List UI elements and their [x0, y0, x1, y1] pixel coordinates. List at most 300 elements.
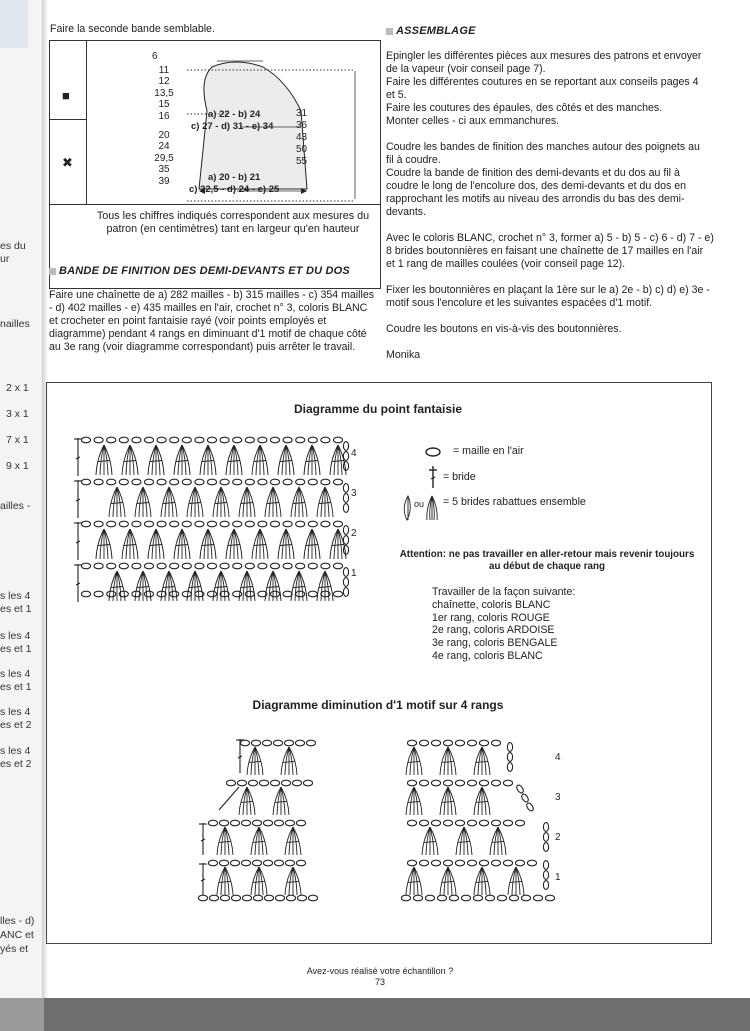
chain-stitch — [443, 780, 452, 786]
chain-stitch — [308, 895, 317, 901]
bande-line: diagramme) pendant 4 rangs en diminuant d'1 motif de chaque côté — [49, 328, 367, 340]
heading-bullet-square — [386, 28, 393, 35]
assemblage-line — [386, 128, 711, 141]
bride-stitch — [74, 438, 82, 476]
turning-chain — [343, 452, 348, 461]
chain-stitch — [491, 780, 500, 786]
chain-stitch — [144, 563, 153, 569]
assemblage-line: Coudre la bande de finition des demi-devants et du dos au fil à — [386, 167, 680, 179]
bride-stitch — [74, 564, 82, 602]
legend-ou-text: ou — [414, 499, 425, 509]
chain-stitch — [263, 820, 272, 826]
chain-stitch — [157, 563, 166, 569]
chain-stitch — [283, 521, 292, 527]
assemblage-line: Coudre les boutons en vis-à-vis des boutonnières. — [386, 323, 622, 335]
cluster-stitch — [200, 529, 216, 559]
margin-text-fragment: es et 2 — [0, 758, 32, 770]
legend-chain-text: = maille en l'air — [453, 445, 524, 457]
chain-stitch — [132, 437, 141, 443]
chain-stitch — [283, 437, 292, 443]
chain-stitch — [233, 479, 242, 485]
pattern-size-table — [49, 40, 381, 289]
cluster-stitch — [291, 487, 307, 517]
diminution-diagram-right — [400, 735, 560, 905]
chain-stitch — [449, 895, 458, 901]
chain-stitch — [170, 521, 179, 527]
cluster-stitch — [317, 487, 333, 517]
chain-stitch — [503, 820, 512, 826]
chain-stitch — [521, 895, 530, 901]
assemblage-line: Avec le coloris BLANC, crochet n° 3, former a) 5 - b) 5 - c) 6 - d) 7 - e) — [386, 232, 714, 244]
chain-stitch — [308, 521, 317, 527]
chain-stitch — [226, 780, 235, 786]
bande-body — [49, 289, 374, 354]
table-caption: Tous les chiffres indiqués correspondent aux mesures du patron (en centimètres) tant en largeur qu'en hauteur — [96, 210, 370, 235]
chain-stitch — [245, 521, 254, 527]
chain-stitch — [157, 437, 166, 443]
chain-stitch — [455, 740, 464, 746]
chain-stitch — [270, 479, 279, 485]
turning-chain — [343, 546, 348, 555]
assemblage-heading-text: ASSEMBLAGE — [396, 25, 476, 37]
chain-stitch — [144, 437, 153, 443]
chain-stitch — [467, 780, 476, 786]
turning-chain — [343, 578, 348, 587]
chain-stitch — [182, 591, 191, 597]
chain-stitch — [233, 591, 242, 597]
chain-stitch — [479, 860, 488, 866]
cluster-stitch — [440, 747, 456, 775]
left-measure-value: 39 — [158, 175, 170, 187]
chain-stitch — [252, 860, 261, 866]
chain-stitch — [157, 521, 166, 527]
turning-chain — [343, 484, 348, 493]
turning-chain — [507, 743, 512, 752]
left-measure-value: 15 — [158, 99, 170, 111]
chain-stitch — [81, 479, 90, 485]
chain-stitch — [144, 521, 153, 527]
turning-chain — [525, 802, 534, 812]
bride-stitch — [236, 739, 244, 773]
cluster-stitch — [285, 867, 301, 895]
cluster-stitch — [148, 529, 164, 559]
left-measure-value: 16 — [158, 110, 170, 122]
chain-stitch — [321, 521, 330, 527]
chain-stitch — [220, 521, 229, 527]
cluster-stitch — [226, 445, 242, 475]
assemblage-line: fil à coudre. — [386, 154, 441, 166]
chain-stitch — [81, 563, 90, 569]
attention-line: Attention: ne pas travailler en aller-retour mais revenir toujours — [399, 549, 695, 560]
chain-stitch — [545, 895, 554, 901]
chain-stitch — [296, 591, 305, 597]
chain-stitch — [308, 591, 317, 597]
chain-stitch — [283, 563, 292, 569]
chain-stitch — [209, 895, 218, 901]
chain-stitch — [219, 860, 228, 866]
fantaisie-row-numbers — [351, 448, 363, 608]
chain-stitch — [233, 563, 242, 569]
cluster-stitch — [122, 445, 138, 475]
cluster-stitch — [239, 787, 255, 815]
chain-stitch — [207, 521, 216, 527]
cluster-stitch — [474, 787, 490, 815]
chain-stitch — [407, 780, 416, 786]
chain-stitch — [473, 895, 482, 901]
chain-stitch — [144, 479, 153, 485]
chain-stitch — [219, 820, 228, 826]
slip-stitch-line — [219, 787, 239, 810]
margin-text-fragment: 9 x 1 — [6, 460, 29, 472]
chain-stitch — [170, 591, 179, 597]
left-measure-value: 20 — [158, 130, 170, 142]
chain-stitch — [533, 895, 542, 901]
left-measure-column — [148, 65, 180, 187]
chain-stitch — [443, 820, 452, 826]
label-lower-2: c) 22,5 - d) 24 - e) 25 — [189, 184, 280, 195]
right-measure-value: 55 — [296, 156, 308, 167]
intro-line: Faire la seconde bande semblable. — [50, 23, 215, 35]
chain-stitch — [240, 740, 249, 746]
chain-stitch — [195, 479, 204, 485]
chain-stitch — [207, 563, 216, 569]
chain-stitch — [170, 563, 179, 569]
cluster-stitch — [217, 867, 233, 895]
attention-note — [392, 549, 702, 573]
chain-stitch — [157, 479, 166, 485]
chain-stitch — [503, 860, 512, 866]
chain-stitch — [515, 820, 524, 826]
turning-chain — [543, 871, 548, 880]
square-symbol: ■ — [62, 88, 70, 103]
chain-stitch — [297, 895, 306, 901]
chain-stitch — [220, 563, 229, 569]
diminution-title: Diagramme diminution d'1 motif sur 4 rangs — [252, 698, 504, 712]
legend-bride-text: = bride — [443, 471, 476, 483]
chain-stitch — [258, 479, 267, 485]
cluster-stitch — [187, 487, 203, 517]
bande-heading-text: BANDE DE FINITION DES DEMI-DEVANTS ET DU DOS — [59, 265, 350, 277]
label-upper-1: a) 22 - b) 24 — [208, 109, 261, 120]
cluster-stitch — [285, 827, 301, 855]
chain-stitch — [479, 740, 488, 746]
margin-text-fragment: es et 1 — [0, 681, 32, 693]
chain-stitch — [270, 521, 279, 527]
chain-stitch — [270, 591, 279, 597]
cluster-stitch — [239, 487, 255, 517]
chain-stitch — [198, 895, 207, 901]
label-upper-2: c) 27 - d) 31 - e) 34 — [191, 121, 274, 132]
chain-stitch — [207, 479, 216, 485]
cluster-stitch — [174, 529, 190, 559]
chain-stitch — [258, 521, 267, 527]
bride-stitch — [74, 522, 82, 560]
margin-text-fragment: yés et — [0, 943, 29, 955]
chain-stitch — [419, 820, 428, 826]
bottom-scan-band-left — [0, 998, 44, 1031]
left-measure-value: 35 — [158, 164, 170, 176]
fantaisie-stitch-diagram — [74, 432, 374, 602]
assemblage-line: de la vapeur (voir conseil page 7). — [386, 63, 546, 75]
chain-stitch — [485, 895, 494, 901]
chain-stitch — [425, 895, 434, 901]
chain-stitch — [94, 437, 103, 443]
assemblage-line: coudre le long de l'encolure dos, des demi-devants et du dos en — [386, 180, 687, 192]
chain-stitch — [274, 820, 283, 826]
chain-stitch — [182, 521, 191, 527]
cluster-stitch — [251, 827, 267, 855]
chain-stitch — [245, 437, 254, 443]
chain-stitch — [107, 563, 116, 569]
assemblage-line — [386, 219, 711, 232]
chain-stitch — [208, 860, 217, 866]
cluster-stitch — [440, 867, 456, 895]
chain-stitch — [262, 740, 271, 746]
cluster-stitch — [273, 787, 289, 815]
chain-stitch — [208, 820, 217, 826]
legend-cluster-text: = 5 brides rabattues ensemble — [443, 496, 586, 508]
chain-stitch — [182, 563, 191, 569]
chain-stitch — [333, 479, 342, 485]
cluster-stitch — [291, 571, 307, 601]
turning-chain — [343, 526, 348, 535]
chain-stitch — [220, 479, 229, 485]
cluster-stitch — [304, 445, 320, 475]
cluster-stitch — [278, 445, 294, 475]
chain-stitch — [455, 820, 464, 826]
instruction-line: chaînette, coloris BLANC — [432, 598, 551, 611]
chain-stitch — [308, 563, 317, 569]
chain-stitch — [220, 895, 229, 901]
margin-text-fragment: ailles - — [0, 500, 31, 512]
cluster-stitch — [278, 529, 294, 559]
assemblage-line: Faire les coutures des épaules, des côtés et des manches. — [386, 102, 663, 114]
turning-chain — [543, 881, 548, 890]
margin-text-fragment: 2 x 1 — [6, 382, 29, 394]
chain-stitch — [296, 437, 305, 443]
chain-stitch — [251, 740, 260, 746]
cluster-stitch — [406, 867, 422, 895]
bande-heading — [49, 265, 350, 277]
instruction-line: 4e rang, coloris BLANC — [432, 649, 543, 662]
chain-stitch — [296, 820, 305, 826]
bande-line: Faire une chaînette de a) 282 mailles - b) 315 mailles - c) 354 mailles — [49, 289, 375, 301]
bande-line: et crocheter en point fantaisie rayé (voir points employés et — [49, 315, 327, 327]
chain-stitch — [274, 860, 283, 866]
assemblage-line: devants. — [386, 206, 427, 218]
cluster-stitch — [135, 487, 151, 517]
chain-stitch — [455, 860, 464, 866]
cluster-stitch — [109, 487, 125, 517]
chain-stitch — [207, 437, 216, 443]
cluster-stitch — [96, 529, 112, 559]
chain-stitch — [241, 860, 250, 866]
left-measure-value: 11 — [158, 65, 170, 76]
chain-stitch — [220, 437, 229, 443]
chain-stitch — [515, 860, 524, 866]
margin-text-fragment: s les 4 — [0, 590, 31, 602]
chain-stitch — [119, 521, 128, 527]
chain-stitch — [285, 860, 294, 866]
chain-stitch — [283, 479, 292, 485]
bride-stitch — [199, 863, 207, 895]
diminution-row-number: 2 — [555, 832, 561, 843]
table-row-divider — [50, 119, 86, 120]
cluster-stitch — [474, 867, 490, 895]
page-number: 73 — [374, 977, 385, 987]
turning-chain — [543, 823, 548, 832]
chain-stitch — [107, 479, 116, 485]
chain-stitch — [170, 437, 179, 443]
chain-stitch — [107, 521, 116, 527]
cluster-stitch — [406, 747, 422, 775]
footer-question: Avez-vous réalisé votre échantillon ? — [306, 966, 454, 976]
assemblage-line: Fixer les boutonnières en plaçant la 1ère sur le a) 2e - b) c) d) e) 3e - — [386, 284, 710, 296]
margin-text-fragment: es et 1 — [0, 603, 32, 615]
chain-stitch — [132, 479, 141, 485]
chain-stitch — [252, 820, 261, 826]
chain-stitch — [479, 820, 488, 826]
assemblage-line: et 1 rang de mailles coulées (voir conseil page 12). — [386, 258, 626, 270]
chain-stitch — [230, 860, 239, 866]
diminution-row-number: 3 — [555, 792, 561, 803]
cluster-stitch — [422, 827, 438, 855]
chain-stitch — [242, 895, 251, 901]
cluster-stitch — [508, 867, 524, 895]
fantaisie-row-number: 4 — [351, 448, 357, 459]
chain-stitch — [195, 437, 204, 443]
left-measure-value: 12 — [158, 76, 170, 88]
assemblage-line — [386, 336, 711, 349]
chain-stitch — [94, 521, 103, 527]
chain-stitch — [509, 895, 518, 901]
cluster-stitch — [440, 787, 456, 815]
cluster-stitch — [490, 827, 506, 855]
bottom-scan-band — [0, 998, 750, 1031]
turning-chain — [343, 442, 348, 451]
chain-stitch — [270, 563, 279, 569]
instruction-line: 2e rang, coloris ARDOISE — [432, 624, 555, 637]
chain-stitch — [296, 521, 305, 527]
chain-stitch — [281, 780, 290, 786]
assemblage-line: Coudre les bandes de finition des manches autour des poignets au — [386, 141, 700, 153]
margin-text-fragment: es et 2 — [0, 719, 32, 731]
heading-bullet-square — [49, 268, 56, 275]
chain-stitch — [241, 820, 250, 826]
chain-stitch — [321, 479, 330, 485]
chain-stitch — [333, 591, 342, 597]
right-measure-value: 31 — [296, 108, 308, 119]
chain-stitch — [94, 591, 103, 597]
chain-stitch — [401, 895, 410, 901]
chain-stitch — [81, 521, 90, 527]
chain-stitch — [273, 740, 282, 746]
chain-stitch — [419, 860, 428, 866]
chain-stitch — [431, 820, 440, 826]
fantaisie-row-number: 1 — [351, 568, 357, 579]
cluster-stitch — [317, 571, 333, 601]
cluster-stitch — [122, 529, 138, 559]
assemblage-line: Monika — [386, 349, 421, 361]
assemblage-line: 8 brides boutonnières en faisant une chaînette de 17 mailles en l'air — [386, 245, 704, 257]
chain-stitch — [259, 780, 268, 786]
margin-text-fragment: es et 1 — [0, 643, 32, 655]
chain-stitch — [258, 437, 267, 443]
right-measure-value: 36 — [296, 120, 308, 131]
left-page-text-fragments — [0, 0, 42, 1000]
cluster-stitch — [406, 787, 422, 815]
attention-line: au début de chaque rang — [489, 561, 605, 572]
cluster-stitch — [251, 867, 267, 895]
cluster-stitch — [247, 747, 263, 775]
bande-line: au 3e rang (voir diagramme correspondant) puis arrêter le travail. — [49, 341, 356, 353]
chain-stitch — [306, 740, 315, 746]
bride-stitch — [199, 823, 207, 855]
cluster-stitch — [96, 445, 112, 475]
assemblage-line: et 5. — [386, 89, 407, 101]
left-measure-value: 29,5 — [154, 152, 174, 164]
cluster-stitch — [252, 529, 268, 559]
chain-stitch — [431, 780, 440, 786]
chain-stitch — [81, 591, 90, 597]
chain-stitch — [467, 820, 476, 826]
cluster-stitch — [148, 445, 164, 475]
chain-stitch — [407, 820, 416, 826]
chain-stitch — [431, 860, 440, 866]
chain-stitch — [333, 563, 342, 569]
chain-stitch — [107, 437, 116, 443]
right-measure-value: 43 — [296, 132, 308, 143]
chain-stitch — [292, 780, 301, 786]
label-lower-1: a) 20 - b) 21 — [208, 172, 261, 183]
legend-symbols — [398, 440, 448, 525]
chain-stitch — [207, 591, 216, 597]
chain-stitch — [231, 895, 240, 901]
instruction-line: 3e rang, coloris BENGALE — [432, 637, 558, 650]
margin-text-fragment: 7 x 1 — [6, 434, 29, 446]
margin-text-fragment: s les 4 — [0, 668, 31, 680]
chain-stitch — [195, 521, 204, 527]
cluster-stitch — [474, 747, 490, 775]
assemblage-body — [386, 50, 714, 362]
turning-chain — [343, 536, 348, 545]
margin-text-fragment: nailles — [0, 318, 30, 330]
fantaisie-row-number: 3 — [351, 488, 357, 499]
chain-stitch — [94, 563, 103, 569]
chain-stitch — [455, 780, 464, 786]
chain-stitch — [321, 437, 330, 443]
assemblage-line — [386, 271, 711, 284]
turning-chain — [343, 588, 348, 597]
chain-stitch — [283, 591, 292, 597]
table-top-width: 6 — [152, 51, 158, 62]
chain-stitch — [275, 895, 284, 901]
chain-stitch — [419, 780, 428, 786]
turning-chain — [543, 843, 548, 852]
chain-stitch — [295, 740, 304, 746]
margin-text-fragment: s les 4 — [0, 706, 31, 718]
turning-chain — [343, 494, 348, 503]
assemblage-line: Monter celles - ci aux emmanchures. — [386, 115, 560, 127]
assemblage-line: Faire les différentes coutures en se reportant aux conseils pages 4 — [386, 76, 699, 88]
margin-text-fragment: ANC et — [0, 929, 34, 941]
diminution-row-numbers — [555, 752, 567, 912]
chain-stitch — [182, 479, 191, 485]
cluster-stitch — [174, 445, 190, 475]
assemblage-line: motif sous l'encolure et les suivantes espacées d'1 motif. — [386, 297, 653, 309]
table-divider-horizontal — [50, 204, 380, 205]
bande-line: - d) 402 mailles - e) 435 mailles en l'air, crochet n° 3, coloris BLANC — [49, 302, 368, 314]
